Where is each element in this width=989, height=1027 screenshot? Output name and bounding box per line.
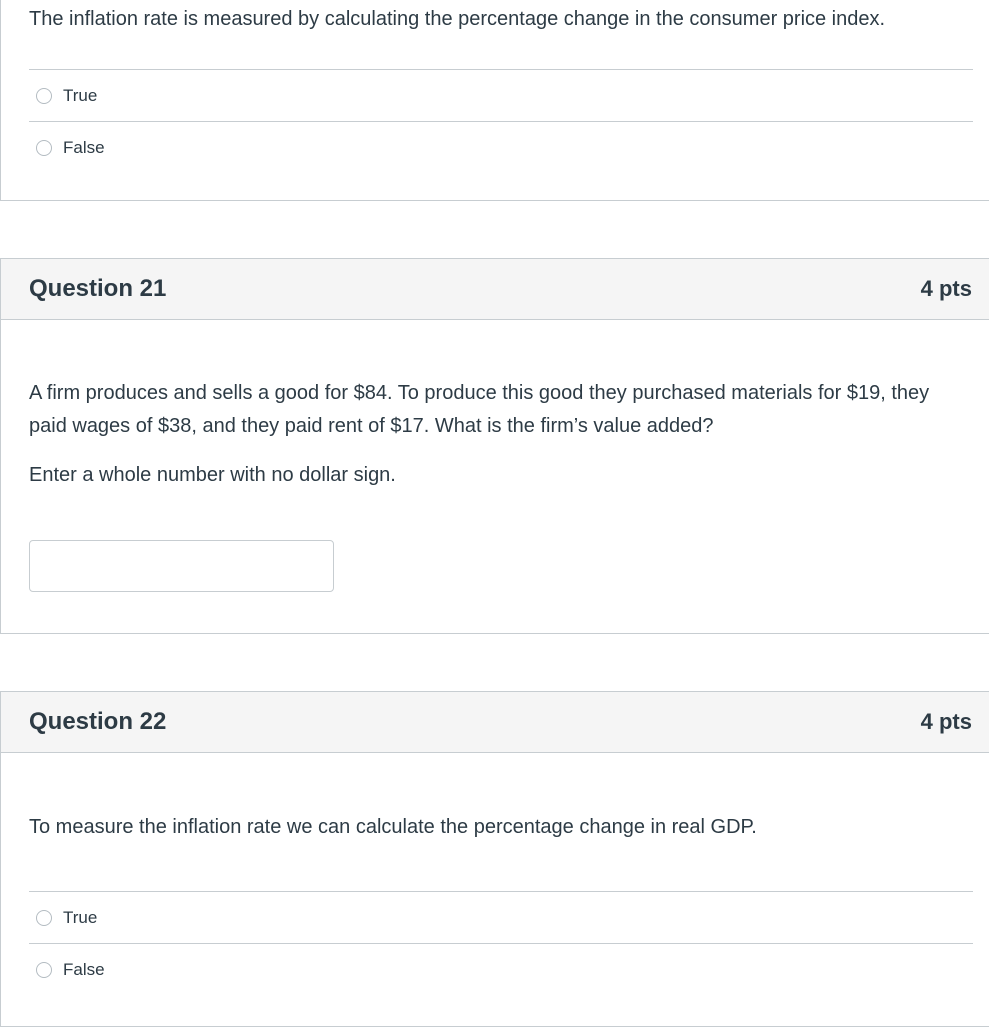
question-21-instruction: Enter a whole number with no dollar sign. bbox=[29, 464, 396, 486]
question-21-text: A firm produces and sells a good for $84. To produce this good they purchased materials for $19, they paid wages of $38, and they paid rent of $17. What is the firm’s value added? bbox=[29, 382, 930, 437]
question-21-header bbox=[1, 259, 989, 320]
answer-label: False bbox=[63, 959, 105, 979]
radio-button[interactable] bbox=[36, 140, 52, 156]
answer-label: False bbox=[63, 137, 105, 157]
question-22-answers bbox=[29, 891, 973, 995]
radio-button[interactable] bbox=[36, 910, 52, 926]
radio-button[interactable] bbox=[36, 962, 52, 978]
question-22-text: To measure the inflation rate we can calculate the percentage change in real GDP. bbox=[29, 816, 757, 838]
answer-label: True bbox=[63, 907, 98, 927]
question-points: 4 pts bbox=[920, 709, 972, 734]
question-points: 4 pts bbox=[920, 276, 972, 301]
question-22-header bbox=[1, 692, 989, 753]
question-20-card bbox=[0, 0, 989, 201]
radio-button[interactable] bbox=[36, 88, 52, 104]
question-20-text: The inflation rate is measured by calculating the percentage change in the consumer price index. bbox=[29, 8, 886, 30]
answer-label: True bbox=[63, 85, 98, 105]
question-title: Question 22 bbox=[29, 708, 167, 735]
answer-true[interactable] bbox=[29, 69, 973, 121]
answer-false[interactable] bbox=[29, 121, 973, 173]
question-title: Question 21 bbox=[29, 275, 167, 302]
question-21-card bbox=[0, 258, 989, 634]
answer-true[interactable] bbox=[29, 891, 973, 943]
question-20-answers bbox=[29, 69, 973, 173]
answer-input[interactable] bbox=[29, 540, 334, 592]
answer-false[interactable] bbox=[29, 943, 973, 995]
question-22-card bbox=[0, 691, 989, 1027]
